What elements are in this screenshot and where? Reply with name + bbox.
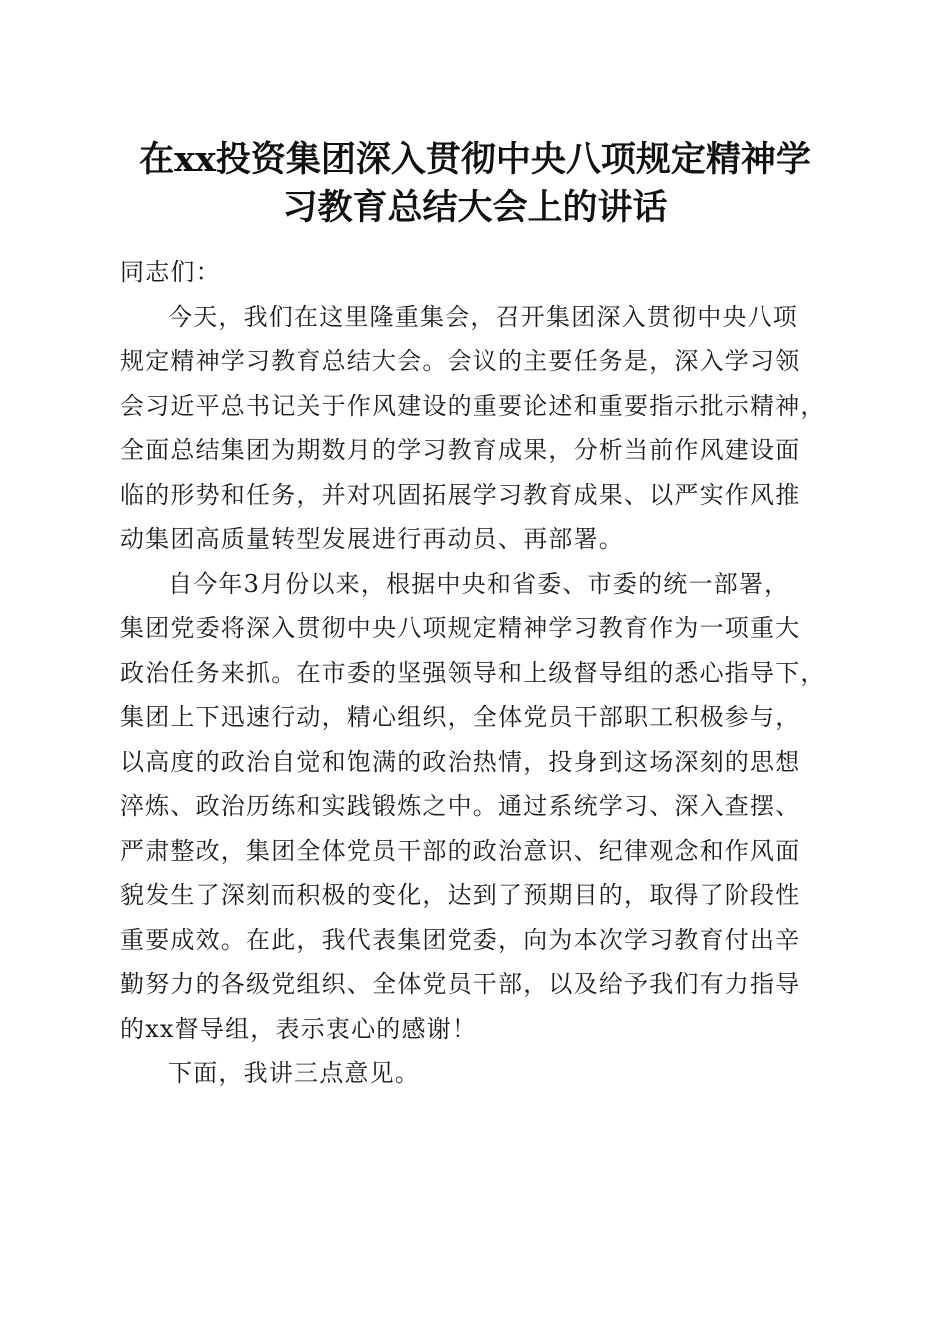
paragraph-line: 会习近平总书记关于作风建设的重要论述和重要指示批示精神， [120,391,826,420]
paragraph-line: 淬炼、政治历练和实践锻炼之中。通过系统学习、深入查摆、 [120,792,801,820]
paragraph-line: 的xx督导组，表示衷心的感谢！ [120,1014,478,1043]
paragraph-line: 临的形势和任务，并对巩固拓展学习教育成果、以严实作风推 [120,480,801,509]
paragraph-line: 貌发生了深刻而积极的变化，达到了预期目的，取得了阶段性 [120,881,801,909]
paragraph-line: 集团党委将深入贯彻中央八项规定精神学习教育作为一项重大 [120,614,801,642]
paragraph-1 [120,295,840,562]
paragraph-line: 严肃整改，集团全体党员干部的政治意识、纪律观念和作风面 [120,836,801,865]
paragraph-line: 政治任务来抓。在市委的坚强领导和上级督导组的悉心指导下， [120,658,826,687]
paragraph-line: 重要成效。在此，我代表集团党委，向为本次学习教育付出辛 [120,925,801,954]
salutation: 同志们： [120,258,221,286]
document-title [100,136,850,232]
document-body [120,250,840,1096]
paragraph-line: 下面，我讲三点意见。 [168,1059,420,1087]
title-line-2: 习教育总结大会上的讲话 [282,187,668,228]
paragraph-line: 今天，我们在这里隆重集会，召开集团深入贯彻中央八项 [168,302,798,331]
paragraph-line: 规定精神学习教育总结大会。会议的主要任务是，深入学习领 [120,347,801,375]
paragraph-3 [120,1051,840,1096]
paragraph-line: 全面总结集团为期数月的学习教育成果，分析当前作风建设面 [120,436,801,464]
paragraph-line: 自今年3月份以来，根据中央和省委、市委的统一部署， [168,569,790,598]
paragraph-line: 集团上下迅速行动，精心组织，全体党员干部职工积极参与， [120,703,801,731]
paragraph-line: 勤努力的各级党组织、全体党员干部，以及给予我们有力指导 [120,970,801,998]
paragraph-line: 以高度的政治自觉和饱满的政治热情，投身到这场深刻的思想 [120,747,801,776]
paragraph-line: 动集团高质量转型发展进行再动员、再部署。 [120,525,624,553]
title-line-1: 在xx投资集团深入贯彻中央八项规定精神学 [139,139,811,180]
paragraph-2 [120,562,840,1052]
